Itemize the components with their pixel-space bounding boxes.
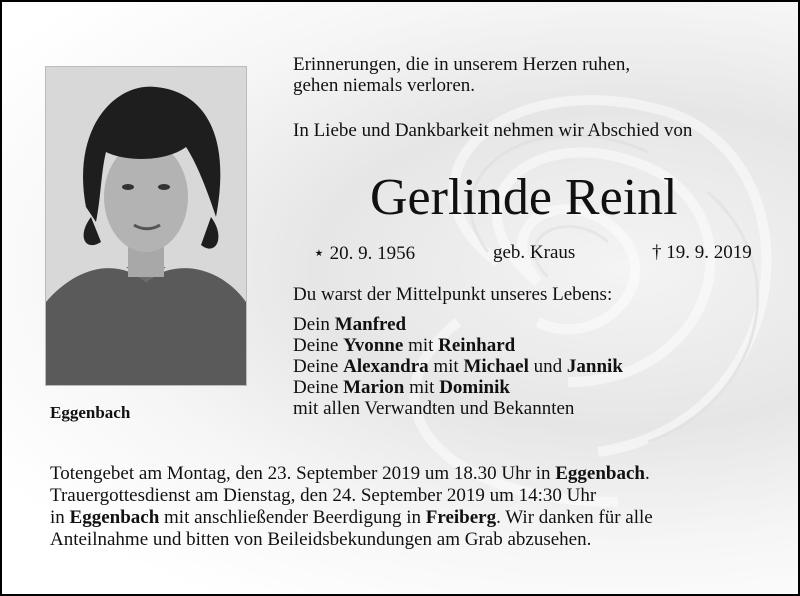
motto-line-1: Erinnerungen, die in unserem Herzen ruhen,	[293, 54, 631, 75]
service-line-4: Anteilnahme und bitten von Beileidsbekundungen am Grab abzusehen.	[50, 529, 592, 550]
mourner-line-2: Deine Yvonne mit Reinhard	[293, 335, 516, 356]
intro-line: In Liebe und Dankbarkeit nehmen wir Abschied von	[293, 120, 693, 141]
deceased-name: Gerlinde Reinl	[370, 169, 678, 226]
mourner-line-4: Deine Marion mit Dominik	[293, 377, 510, 398]
service-details	[50, 463, 653, 551]
death-date: † 19. 9. 2019	[652, 242, 752, 263]
service-line-3: in Eggenbach mit anschließender Beerdigung in Freiberg. Wir danken für alle	[50, 507, 653, 528]
mourner-line-3: Deine Alexandra mit Michael und Jannik	[293, 356, 623, 377]
service-line-2: Trauergottesdienst am Dienstag, den 24. September 2019 um 14:30 Uhr	[50, 485, 597, 506]
mourner-line-1: Dein Manfred	[293, 314, 407, 335]
mourners-list	[293, 314, 623, 419]
center-of-life-line: Du warst der Mittelpunkt unseres Lebens:	[293, 284, 613, 305]
portrait-photo	[45, 66, 247, 386]
residence-place: Eggenbach	[50, 403, 131, 422]
mourner-line-5: mit allen Verwandten und Bekannten	[293, 398, 575, 419]
birth-name: geb. Kraus	[493, 242, 576, 263]
service-line-1: Totengebet am Montag, den 23. September 2019 um 18.30 Uhr in Eggenbach.	[50, 463, 650, 484]
motto-line-2: gehen niemals verloren.	[293, 75, 476, 96]
memorial-motto	[293, 54, 630, 96]
birth-date: ⋆ 20. 9. 1956	[313, 243, 416, 264]
